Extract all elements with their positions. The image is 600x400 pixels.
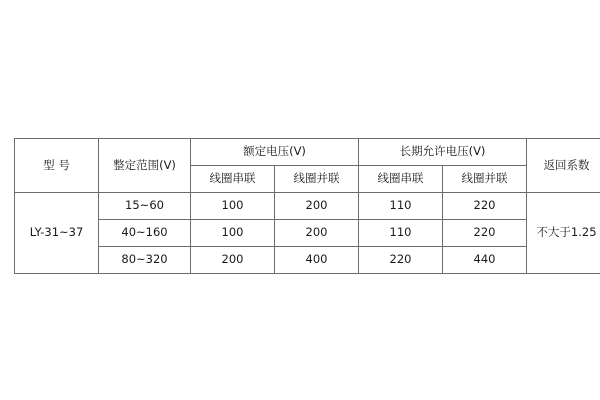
header-return-coefficient: 返回系数	[527, 139, 600, 193]
cell-long-parallel: 440	[443, 247, 527, 274]
subheader-rated-series: 线圈串联	[191, 166, 275, 193]
table-row	[15, 247, 600, 274]
cell-return-coefficient: 不大于1.25	[527, 193, 600, 274]
cell-long-series: 110	[359, 193, 443, 220]
cell-rated-series: 100	[191, 220, 275, 247]
subheader-long-series: 线圈串联	[359, 166, 443, 193]
cell-long-series: 110	[359, 220, 443, 247]
cell-long-parallel: 220	[443, 193, 527, 220]
cell-rated-series: 100	[191, 193, 275, 220]
cell-rated-parallel: 400	[275, 247, 359, 274]
spec-table-container	[14, 138, 597, 274]
header-long-term-voltage: 长期允许电压(V)	[359, 139, 527, 166]
table-row	[15, 220, 600, 247]
cell-setting-range: 15~60	[99, 193, 191, 220]
cell-rated-parallel: 200	[275, 220, 359, 247]
specification-table	[14, 138, 600, 274]
header-setting-range: 整定范围(V)	[99, 139, 191, 193]
cell-long-series: 220	[359, 247, 443, 274]
cell-setting-range: 80~320	[99, 247, 191, 274]
subheader-long-parallel: 线圈并联	[443, 166, 527, 193]
cell-long-parallel: 220	[443, 220, 527, 247]
cell-rated-series: 200	[191, 247, 275, 274]
header-model: 型 号	[15, 139, 99, 193]
cell-rated-parallel: 200	[275, 193, 359, 220]
cell-setting-range: 40~160	[99, 220, 191, 247]
cell-model-value: LY-31~37	[15, 193, 99, 274]
table-header-row-top	[15, 139, 600, 166]
header-rated-voltage: 额定电压(V)	[191, 139, 359, 166]
subheader-rated-parallel: 线圈并联	[275, 166, 359, 193]
table-row	[15, 193, 600, 220]
